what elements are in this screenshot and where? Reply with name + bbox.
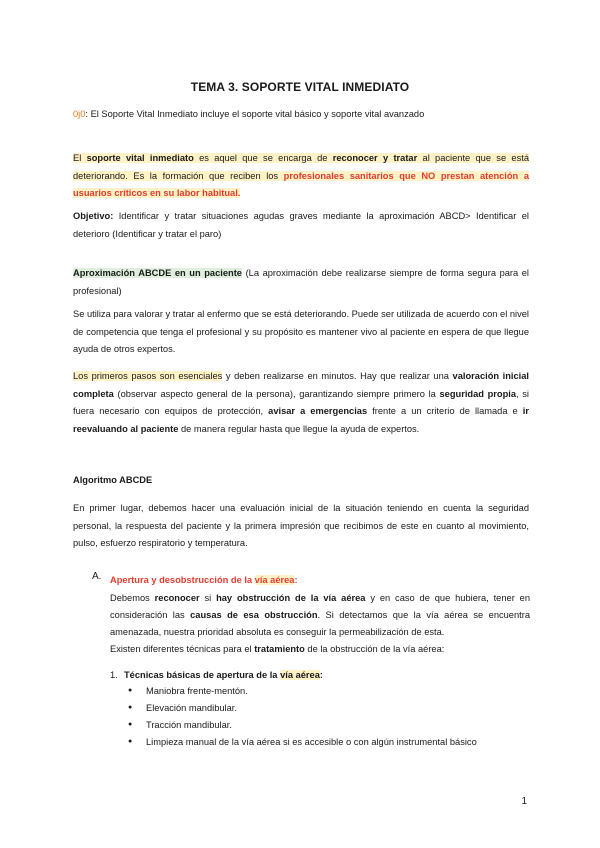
text-run: El <box>73 153 87 163</box>
bullet-icon: ● <box>128 687 133 694</box>
text-run: Es la formación que reciben los <box>133 170 284 181</box>
bullet-icon: ● <box>128 721 133 728</box>
objetivo-text: Identificar y tratar situaciones agudas graves mediante la aproximación ABCD> Identificar el deterioro (Identificar y tratar el paro) <box>73 211 529 239</box>
page-number: 1 <box>521 796 527 807</box>
text-run: reconocer <box>154 593 200 603</box>
term-avisar: avisar a emergencias <box>268 406 368 416</box>
text-run: tratamiento <box>254 644 305 654</box>
algoritmo-heading: Algoritmo ABCDE <box>73 475 153 485</box>
text-run: (observar aspecto general de la persona), garantizando siempre primero la <box>113 388 440 399</box>
list-item: Elevación mandibular. <box>146 703 237 713</box>
aproximacion-label: Aproximación ABCDE en un paciente <box>73 268 242 278</box>
term-soporte-vital: soporte vital inmediato <box>86 153 194 163</box>
intro-tag: 0j0 <box>73 109 86 119</box>
section-a-letter: A. <box>92 571 102 582</box>
term-valoracion: valoración inicial completa <box>73 371 529 399</box>
definition-paragraph <box>73 150 529 203</box>
text-run: si <box>199 593 217 603</box>
aproximacion-paragraph <box>73 265 529 300</box>
list-item: Maniobra frente-mentón. <box>146 686 248 696</box>
section-a-heading <box>110 572 530 589</box>
pasos-paragraph <box>73 368 529 438</box>
text-run: Existen diferentes técnicas para el <box>110 644 255 654</box>
aproximacion-text: (La aproximación debe realizarse siempre de forma segura para el profesional) <box>73 268 529 296</box>
objetivo-paragraph <box>73 208 529 243</box>
algoritmo-paragraph: En primer lugar, debemos hacer una evaluación inicial de la situación teniendo en cuenta la seguridad personal, la respuesta del paciente y la primera impresión que recibimos de este en cuanto al movimiento, pulso, esfuerzo respiratorio y temperatura. <box>73 503 529 548</box>
text-run: vía aérea <box>254 575 295 585</box>
bullet-icon: ● <box>128 738 133 745</box>
text-run: vía aérea <box>280 670 320 680</box>
text-run: y deben realizarse en minutos. Hay que realizar una <box>222 371 453 381</box>
subsection-heading <box>124 667 524 684</box>
highlight-profesionales: profesionales sanitarios que NO prestan atención a usuarios críticos en su labor habitual. <box>73 170 529 198</box>
text-run: de la obstrucción de la vía aérea: <box>304 644 445 654</box>
highlight-primeros-pasos: Los primeros pasos son esenciales <box>73 371 223 381</box>
text-run: y en caso de que hubiera, tener en consideración las <box>110 593 530 620</box>
objetivo-label: Objetivo: <box>73 211 114 221</box>
text-run: causas de esa obstrucción <box>190 610 318 620</box>
text-run: Apertura y desobstrucción de la <box>110 575 255 585</box>
list-item: Limpieza manual de la vía aérea si es accesible o con algún instrumental básico <box>146 737 477 747</box>
intro-line <box>73 106 529 124</box>
text-run: al paciente que se está deteriorando. <box>73 153 530 181</box>
intro-text: : El Soporte Vital Inmediato incluye el soporte vital básico y soporte vital avanzado <box>85 109 425 119</box>
term-seguridad: seguridad propia <box>439 388 517 399</box>
subsection-number: 1. <box>110 670 118 680</box>
text-run: de manera regular hasta que llegue la ayuda de expertos. <box>178 423 420 434</box>
text-run: : <box>294 575 298 585</box>
uso-paragraph: Se utiliza para valorar y tratar al enfermo que se está deteriorando. Puede ser utilizada de acuerdo con el nivel de competencia que tenga el profesional y su propósito es mantener vivo al paciente en espera de que llegue ayuda de otros expertos. <box>73 309 529 354</box>
term-reevaluando: ir reevaluando al paciente <box>73 406 529 434</box>
page-title: TEMA 3. SOPORTE VITAL INMEDIATO <box>190 80 410 94</box>
text-run: . Si detectamos que la vía aérea se encuentra amenazada, nuestra prioridad absoluta es conseguir la permeabilización de esta. <box>110 610 530 637</box>
text-run: : <box>319 670 323 680</box>
bullet-icon: ● <box>128 704 133 711</box>
text-run: frente a un criterio de llamada e <box>367 406 523 416</box>
term-reconocer-tratar: reconocer y tratar <box>332 153 418 163</box>
text-run: , si fuera necesario con equipos de protección, <box>73 388 529 416</box>
text-run: Debemos <box>110 593 155 603</box>
list-item: Tracción mandibular. <box>146 720 232 730</box>
text-run: hay obstrucción de la vía aérea <box>216 593 366 603</box>
text-run: Técnicas básicas de apertura de la <box>124 670 281 680</box>
text-run: es aquel que se encarga de <box>193 153 333 163</box>
section-a-body <box>110 590 530 658</box>
